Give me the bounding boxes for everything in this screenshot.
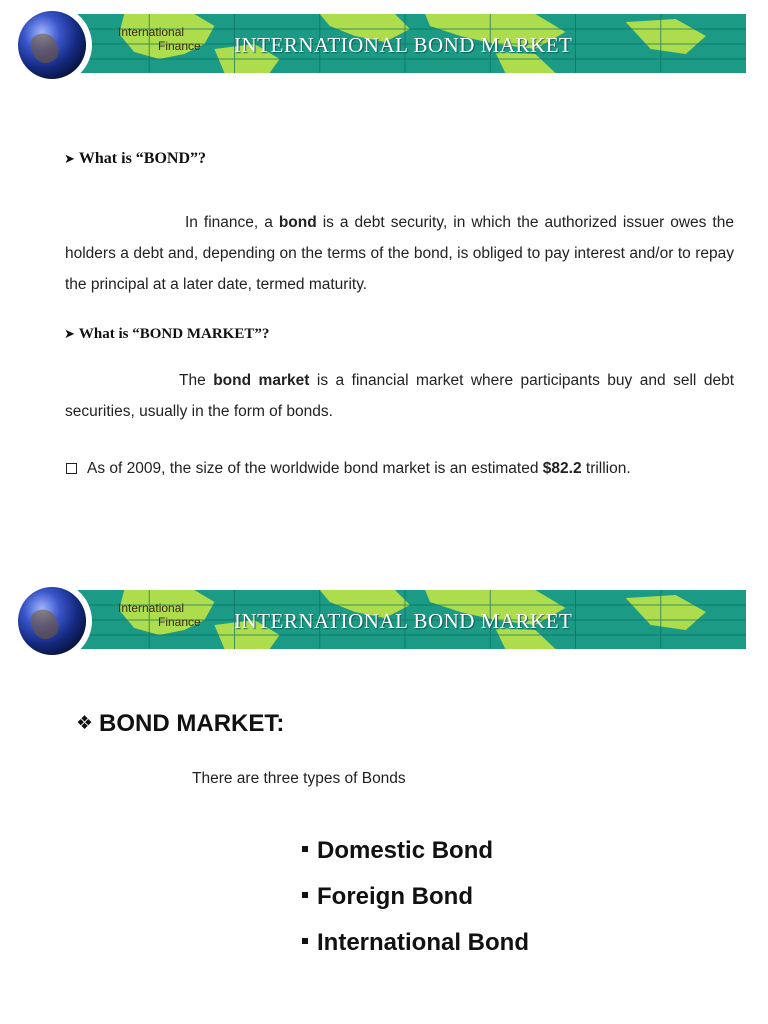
banner-title: INTERNATIONAL BOND MARKET (234, 609, 573, 633)
diamond-bullet-icon: ❖ (76, 712, 94, 734)
arrow-bullet-icon: ➤ (64, 152, 75, 167)
bond-types-intro: There are three types of Bonds (192, 770, 406, 787)
list-item (302, 832, 529, 878)
para-text: In finance, a (185, 214, 279, 231)
note-bold: $82.2 (542, 460, 582, 477)
globe-icon (18, 587, 86, 655)
globe-icon (18, 11, 86, 79)
para-text: is a debt security, in which the authorized issuer owes the holders a debt and, depending on the terms of the bond, is obliged to pay interest and/or to repay the principal at a later date, termed maturity. (65, 214, 734, 293)
heading-text: What is “BOND”? (78, 150, 207, 167)
para-text: is a financial market where participants buy and sell debt securities, usually in the form of bonds. (65, 372, 735, 420)
heading-text: BOND MARKET: (99, 710, 285, 737)
square-bullet-icon (302, 892, 308, 898)
brand-logo-text (118, 601, 201, 629)
list-item (302, 878, 529, 924)
header-banner (14, 589, 746, 655)
square-bullet-icon (302, 846, 308, 852)
heading-bond-market (76, 710, 284, 738)
banner-title: INTERNATIONAL BOND MARKET (234, 33, 573, 57)
heading-what-is-bond-market (64, 326, 269, 343)
bond-type-label: International Bond (317, 929, 529, 956)
para-text: The (179, 372, 214, 389)
note-text: As of 2009, the size of the worldwide bond market is an estimated (87, 460, 543, 477)
brand-line2: Finance (158, 615, 201, 629)
bond-types-list (302, 832, 529, 970)
paragraph-bond-market-definition (65, 365, 734, 427)
brand-line1: International (118, 25, 185, 39)
heading-text: What is “BOND MARKET”? (78, 326, 270, 342)
note-text: trillion. (581, 460, 631, 477)
checkbox-bullet-icon (66, 463, 77, 474)
para-bold: bond market (213, 372, 310, 389)
bond-market-size-note (66, 460, 631, 478)
bond-type-label: Domestic Bond (317, 837, 494, 864)
square-bullet-icon (302, 938, 308, 944)
para-bold: bond (278, 214, 317, 231)
bond-type-label: Foreign Bond (317, 883, 473, 910)
arrow-bullet-icon: ➤ (64, 327, 75, 342)
list-item (302, 924, 529, 970)
brand-logo-text (118, 25, 201, 53)
brand-line1: International (118, 601, 185, 615)
header-banner (14, 13, 746, 79)
paragraph-bond-definition (65, 207, 734, 300)
heading-what-is-bond (64, 150, 206, 168)
brand-line2: Finance (158, 39, 201, 53)
